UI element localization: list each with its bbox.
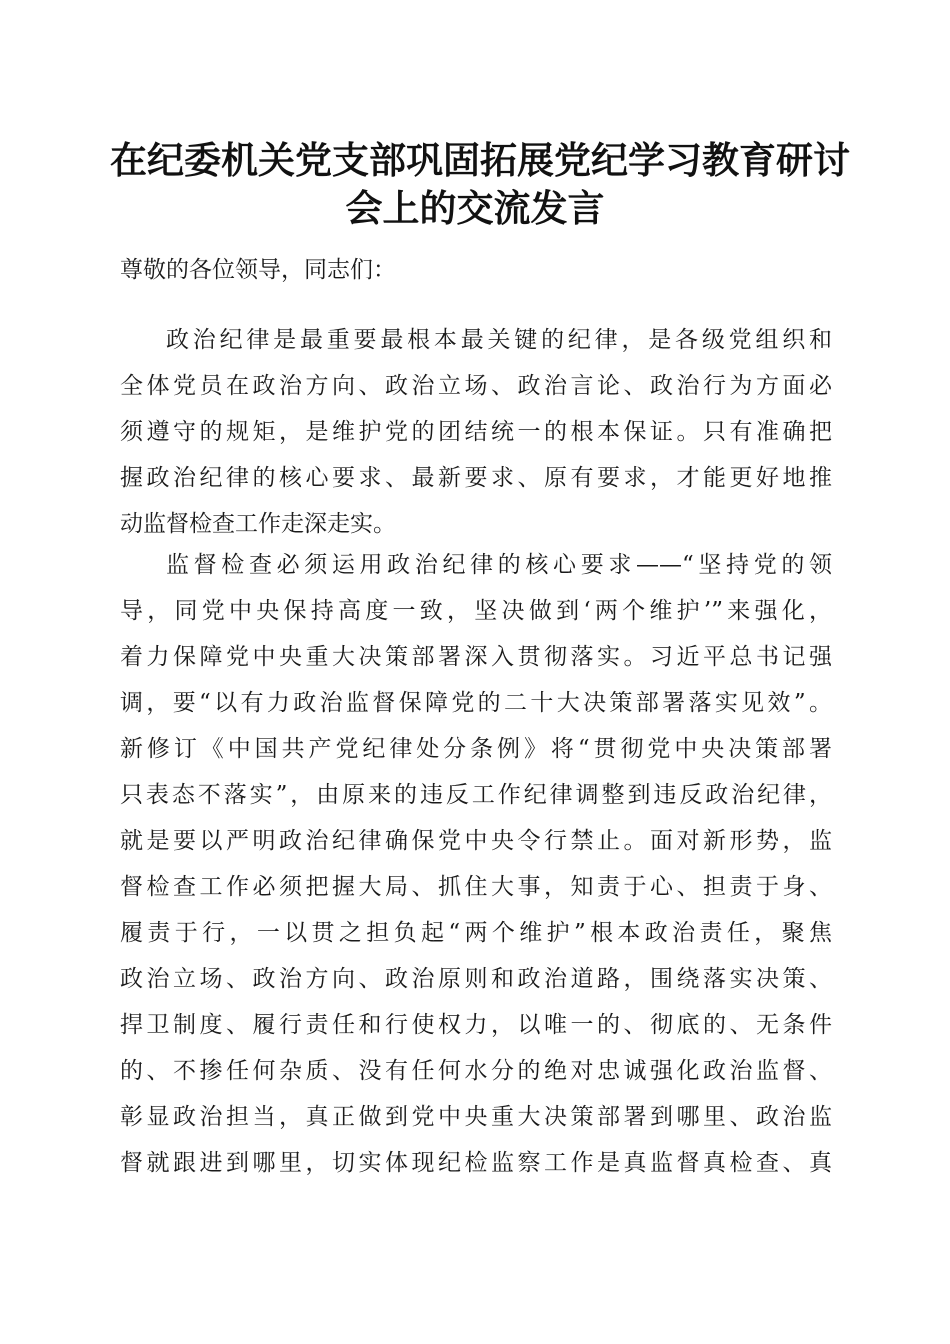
paragraph-2-line-4: 调，要“以有力政治监督保障党的二十大决策部署落实见效”。 (120, 690, 832, 716)
paragraph-2-line-2: 导，同党中央保持高度一致，坚决做到‘两个维护’”来强化， (120, 598, 832, 624)
paragraph-2-line-8: 督检查工作必须把握大局、抓住大事，知责于心、担责于身、 (120, 874, 832, 900)
salutation: 尊敬的各位领导，同志们： (120, 257, 396, 283)
paragraph-2-line-11: 捍卫制度、履行责任和行使权力，以唯一的、彻底的、无条件 (120, 1012, 832, 1038)
paragraph-1-line-3: 须遵守的规矩，是维护党的团结统一的根本保证。只有准确把 (120, 419, 832, 445)
paragraph-2-line-10: 政治立场、政治方向、政治原则和政治道路，围绕落实决策、 (120, 966, 832, 992)
paragraph-2-line-1: 监督检查必须运用政治纪律的核心要求——“坚持党的领 (166, 552, 832, 578)
paragraph-1-line-5: 动监督检查工作走深走实。 (120, 511, 396, 537)
paragraph-2-line-3: 着力保障党中央重大决策部署深入贯彻落实。习近平总书记强 (120, 644, 832, 670)
document-title-line-2: 会上的交流发言 (345, 186, 605, 230)
paragraph-2-line-5: 新修订《中国共产党纪律处分条例》将“贯彻党中央决策部署 (120, 736, 832, 762)
paragraph-2-line-7: 就是要以严明政治纪律确保党中央令行禁止。面对新形势，监 (120, 828, 832, 854)
paragraph-1-line-1: 政治纪律是最重要最根本最关键的纪律，是各级党组织和 (166, 327, 832, 353)
paragraph-1-line-2: 全体党员在政治方向、政治立场、政治言论、政治行为方面必 (120, 373, 832, 399)
paragraph-2-line-6: 只表态不落实”，由原来的违反工作纪律调整到违反政治纪律， (120, 782, 832, 808)
paragraph-1-line-4: 握政治纪律的核心要求、最新要求、原有要求，才能更好地推 (120, 465, 832, 491)
paragraph-2-line-9: 履责于行，一以贯之担负起“两个维护”根本政治责任，聚焦 (120, 920, 832, 946)
paragraph-2-line-12: 的、不掺任何杂质、没有任何水分的绝对忠诚强化政治监督、 (120, 1058, 832, 1084)
paragraph-2-line-14: 督就跟进到哪里，切实体现纪检监察工作是真监督真检查、真 (120, 1150, 832, 1176)
document-title-line-1: 在纪委机关党支部巩固拓展党纪学习教育研讨 (110, 138, 850, 182)
paragraph-2-line-13: 彰显政治担当，真正做到党中央重大决策部署到哪里、政治监 (120, 1104, 832, 1130)
